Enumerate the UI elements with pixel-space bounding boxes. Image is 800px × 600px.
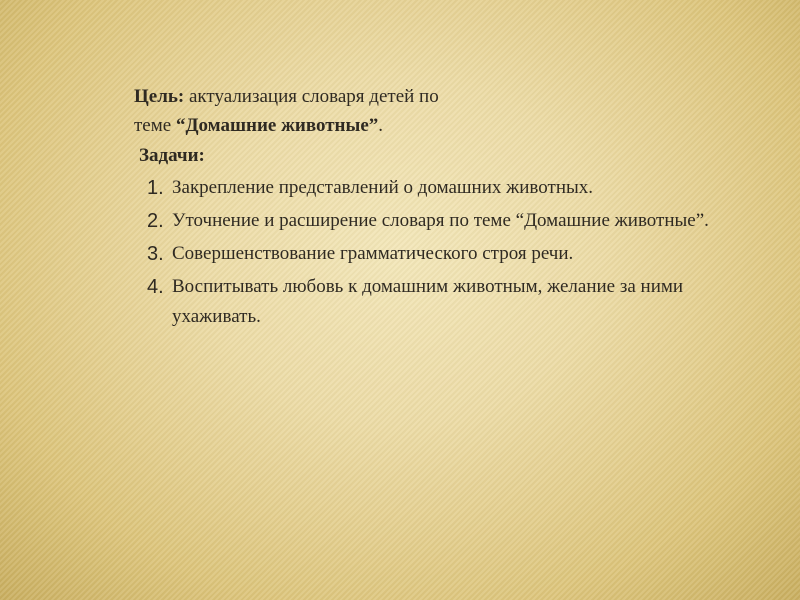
goal-topic: “Домашние животные” [175,115,379,136]
slide-content [134,82,734,332]
goal-line-2 [134,111,734,140]
task-number: 3. [147,243,164,265]
task-text: Уточнение и расширение словаря по теме “Домашние животные”. [172,210,709,231]
goal-text-1: актуализация словаря детей по [184,86,439,107]
task-item-4 [134,272,734,332]
task-text: Воспитывать любовь к домашним животным, желание за ними ухаживать. [172,276,684,327]
task-number: 1. [147,177,164,199]
task-number: 2. [147,210,164,232]
tasks-heading: Задачи: [139,145,205,166]
task-list [134,173,734,332]
goal-text-2-prefix: теме [134,115,176,136]
task-text: Совершенствование грамматического строя речи. [172,243,574,264]
task-item-3 [134,239,734,269]
task-item-2 [134,206,734,236]
task-text: Закрепление представлений о домашних животных. [172,177,593,198]
goal-text-2-suffix: . [378,115,383,136]
goal-label: Цель: [134,86,185,107]
task-item-1 [134,173,734,203]
task-number: 4. [147,276,164,298]
goal-line-1 [134,82,734,111]
